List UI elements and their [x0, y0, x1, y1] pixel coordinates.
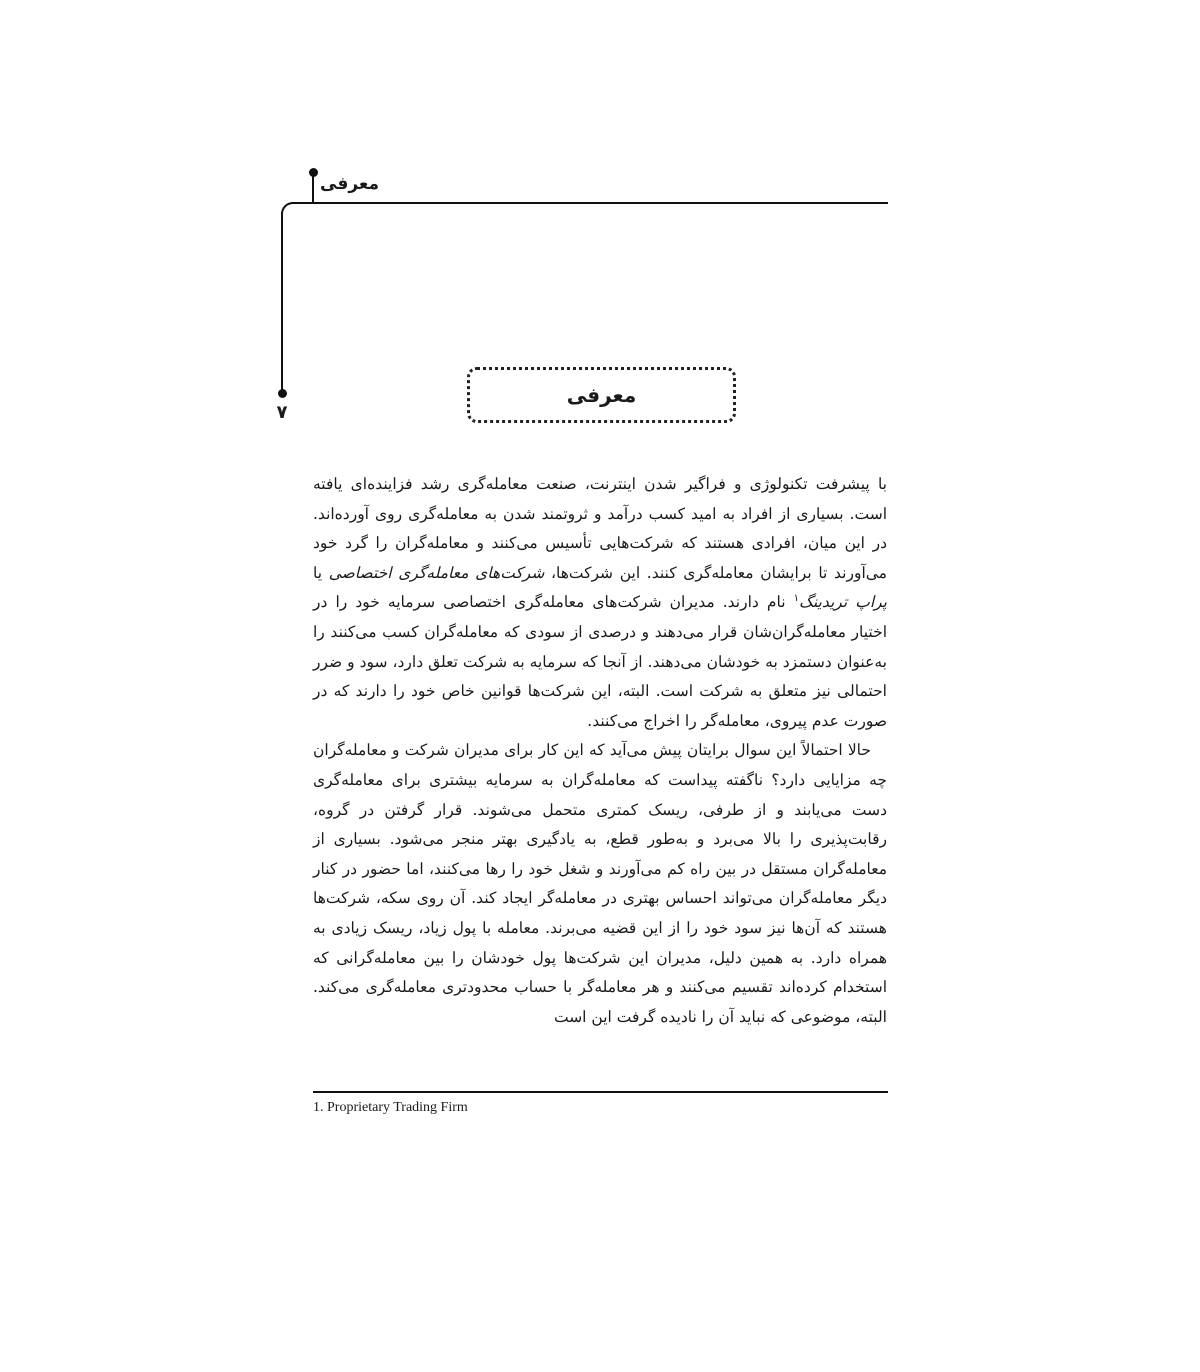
margin-ornament-dot: [278, 389, 287, 398]
paragraph-1-part-b: یا: [313, 563, 329, 582]
paragraph-1-part-a: با پیشرفت تکنولوژی و فراگیر شدن اینترنت، صنعت معامله‌گری رشد فزاینده‌ای یافته است. بسیاری از افراد به امید کسب درآمد و ثروتمند شدن به معامله‌گری روی آورده‌اند. در این میان، افرادی هستند که شرکت‌هایی تأسیس می‌کنند و معامله‌گران را گرد خود می‌آورند تا برایشان معامله‌گری کنند. این شرکت‌ها،: [313, 475, 887, 582]
header-ornament-stem: [312, 172, 314, 203]
header-rule: [292, 202, 888, 204]
paragraph-1-part-c: نام دارند. مدیران شرکت‌های معامله‌گری اختصاصی سرمایه خود را در اختیار معامله‌گران‌شان قرار می‌دهند و درصدی از سودی که معامله‌گران کسب می‌کنند را به‌عنوان دستمزد به خودشان می‌دهند. از آنجا که سرمایه به شرکت تعلق دارد، سود و ضرر احتمالی نیز متعلق به شرکت است. البته، این شرکت‌ها قوانین خاص خود را دارند که در صورت عدم پیروی، معامله‌گر را اخراج می‌کنند.: [313, 593, 887, 730]
term-prop-trading: پراپ تریدینگ: [798, 593, 887, 612]
paragraph-2: حالا احتمالاً این سوال برایتان پیش می‌آید که این کار برای مدیران شرکت و معامله‌گران چه مزایایی دارد؟ ناگفته پیداست که معامله‌گران به سرمایه بیشتری برای معامله‌گری دست می‌یابند و از طرفی، ریسک کمتری متحمل می‌شوند. قرار گرفتن در گروه، رقابت‌پذیری را بالا می‌برد و به‌طور قطع، به یادگیری بهتر منجر می‌شود. بسیاری از معامله‌گران مستقل در بین راه کم می‌آورند و شغل خود را رها می‌کنند، اما حضور در کنار دیگر معامله‌گران می‌تواند احساس بهتری در معامله‌گر ایجاد کند. آن روی سکه، شرکت‌ها هستند که آن‌ها نیز سود خود را از این قضیه می‌برند. معامله با پول زیاد، ریسک زیادی به همراه دارد. به همین دلیل، مدیران این شرکت‌ها پول خودشان را بین معامله‌گرانی که استخدام کرده‌اند تقسیم می‌کنند و هر معامله‌گر با حساب محدودتری معامله‌گری می‌کند. البته، موضوعی که نباید آن را نادیده گرفت این است: [313, 741, 887, 1026]
margin-vertical-rule: [281, 212, 283, 392]
footnote-rule: [313, 1091, 888, 1093]
body-text: [313, 470, 887, 1032]
footnote-text: 1. Proprietary Trading Firm: [313, 1100, 468, 1115]
running-header-title: معرفی: [320, 174, 380, 194]
term-prop-firms: شرکت‌های معامله‌گری اختصاصی: [328, 563, 545, 582]
header-rule-corner: [281, 202, 295, 216]
page-number: ۷: [276, 402, 288, 423]
chapter-title-box: [467, 367, 736, 423]
chapter-title: معرفی: [566, 383, 637, 407]
paragraph-1: [313, 470, 887, 736]
footnote-marker[interactable]: ۱: [793, 593, 799, 605]
